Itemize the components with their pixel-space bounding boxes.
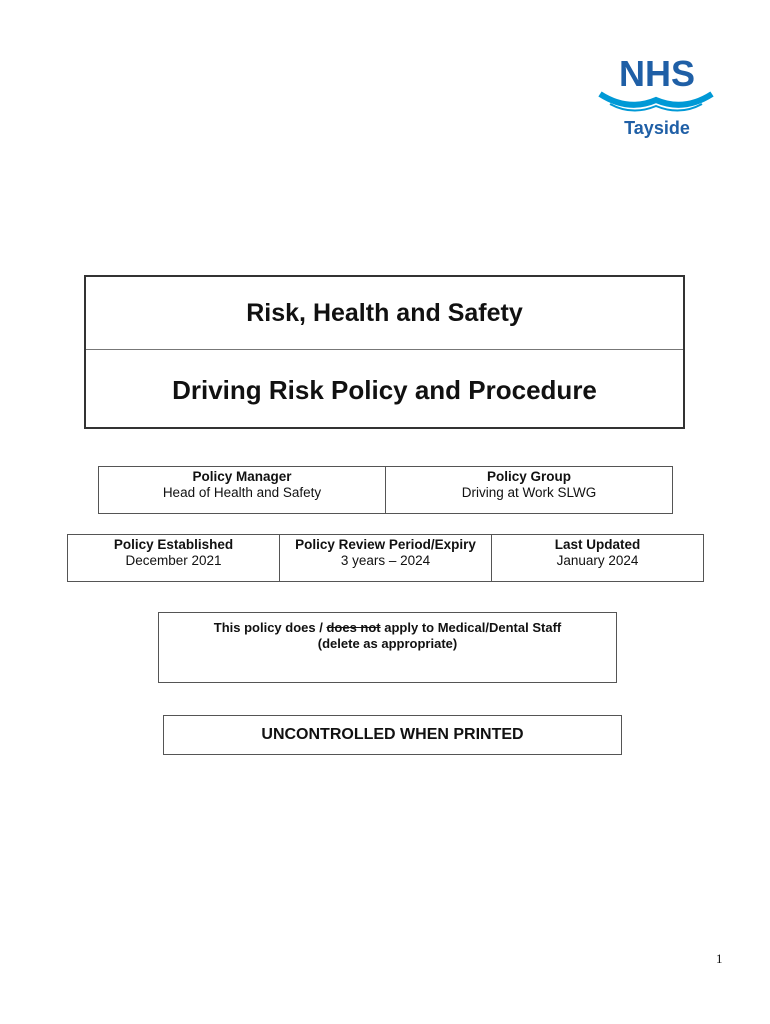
applicability-statement: This policy does / does not apply to Medical/Dental Staff: [213, 620, 562, 635]
policy-group-value: Driving at Work SLWG: [461, 485, 597, 500]
policy-review-value: 3 years – 2024: [340, 553, 431, 568]
document-category: Risk, Health and Safety: [86, 277, 683, 350]
policy-review-label: Policy Review Period/Expiry: [295, 537, 476, 552]
logo-wave: [600, 94, 712, 105]
policy-manager-cell: [99, 467, 386, 514]
policy-info-table: [98, 466, 673, 514]
document-title: Driving Risk Policy and Procedure: [172, 374, 597, 405]
policy-group-label: Policy Group: [486, 469, 571, 484]
policy-manager-label: Policy Manager: [192, 469, 292, 484]
last-updated-value: January 2024: [556, 553, 639, 568]
last-updated-label: Last Updated: [554, 537, 641, 552]
last-updated-cell: [492, 535, 704, 582]
applicability-note: (delete as appropriate): [317, 636, 458, 651]
policy-established-cell: [68, 535, 280, 582]
nhs-tayside-logo: [592, 56, 722, 142]
title-box: [84, 275, 685, 429]
logo-region-text: Tayside: [624, 118, 690, 138]
logo-nhs-text: NHS: [618, 56, 696, 94]
policy-group-cell: [386, 467, 673, 514]
policy-established-value: December 2021: [125, 553, 222, 568]
uncontrolled-notice: UNCONTROLLED WHEN PRINTED: [163, 715, 622, 755]
medical-dental-applicability-box: [158, 612, 617, 683]
struck-text: does not: [326, 620, 381, 635]
policy-dates-table: [67, 534, 704, 582]
page-number: 1: [716, 951, 723, 966]
policy-manager-value: Head of Health and Safety: [162, 485, 322, 500]
policy-established-label: Policy Established: [113, 537, 234, 552]
policy-review-cell: [280, 535, 492, 582]
